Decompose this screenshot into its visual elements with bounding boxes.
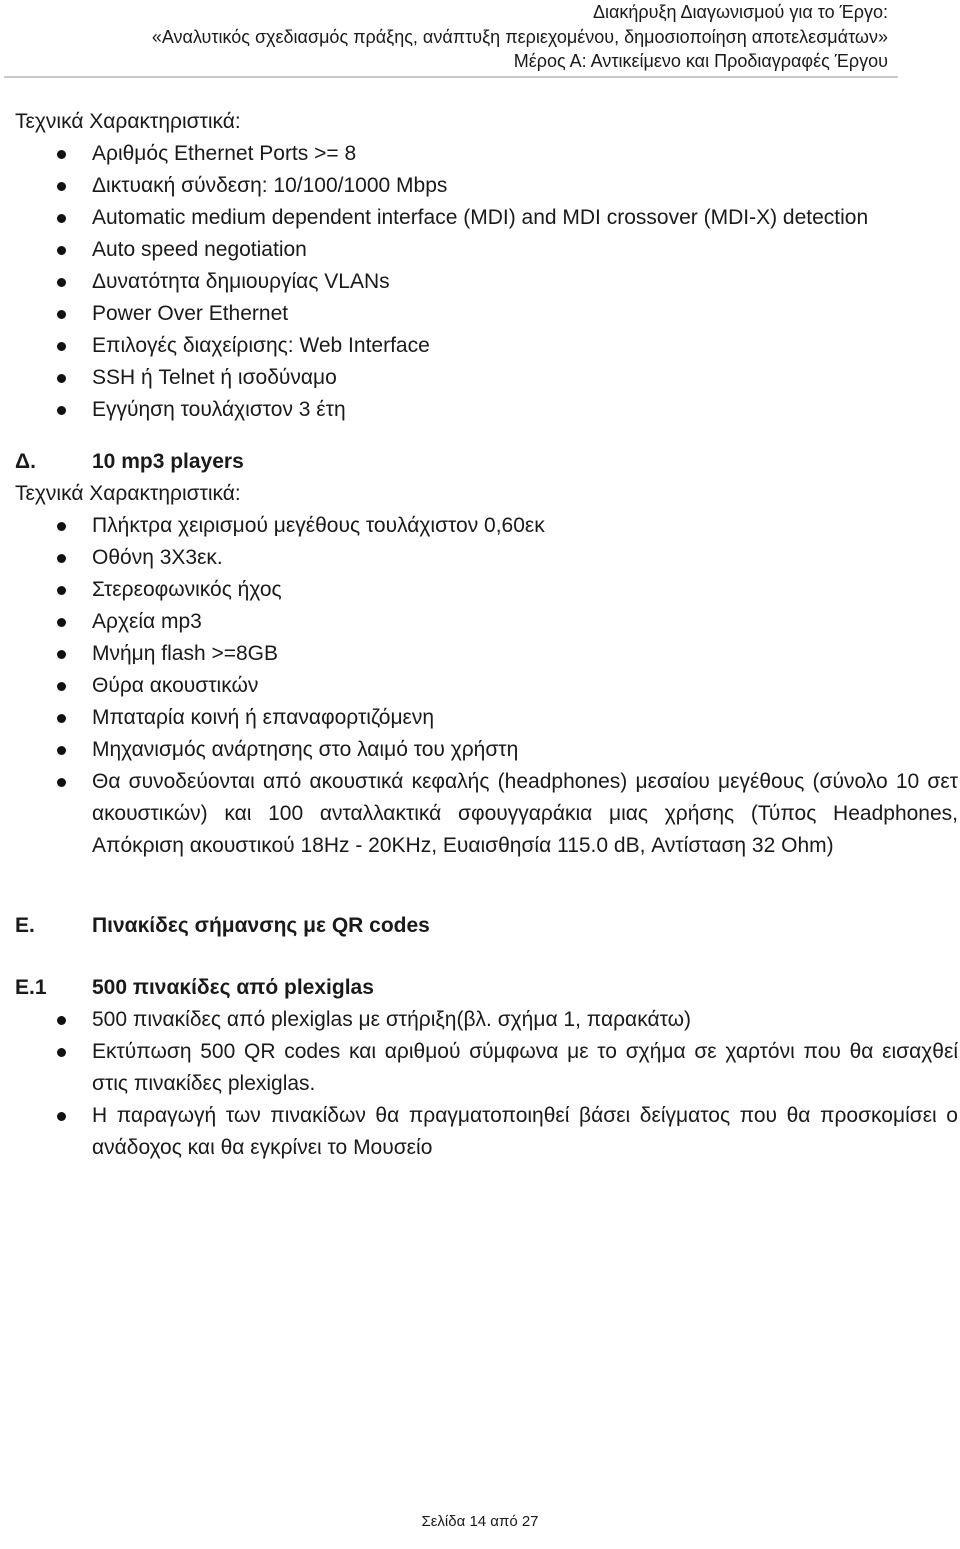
- section-e-number: Ε.: [15, 914, 35, 937]
- list-item: Επιλογές διαχείρισης: Web Interface: [15, 330, 958, 362]
- header-divider: [4, 76, 898, 78]
- list-item: Πλήκτρα χειρισμού μεγέθους τουλάχιστον 0,60εκ: [15, 510, 958, 542]
- section-d-label: Τεχνικά Χαρακτηριστικά:: [15, 482, 241, 505]
- header-line-1: Διακήρυξη Διαγωνισμού για το Έργο:: [592, 2, 888, 22]
- list-item: Αριθμός Ethernet Ports >= 8: [15, 138, 958, 170]
- section-e1-title: 500 πινακίδες από plexiglas: [92, 976, 374, 999]
- list-item: Auto speed negotiation: [15, 234, 958, 266]
- list-item: Δυνατότητα δημιουργίας VLANs: [15, 266, 958, 298]
- section-e1-heading: [15, 972, 958, 1004]
- section-e-title: Πινακίδες σήμανσης με QR codes: [92, 914, 430, 937]
- section-d-title: 10 mp3 players: [92, 450, 244, 473]
- section-c-list: [15, 138, 958, 426]
- section-e1-list: [15, 1004, 958, 1164]
- list-item: SSH ή Telnet ή ισοδύναμο: [15, 362, 958, 394]
- list-item: Μπαταρία κοινή ή επαναφορτιζόμενη: [15, 702, 958, 734]
- list-item: Εγγύηση τουλάχιστον 3 έτη: [15, 394, 958, 426]
- header-line-3: Μέρος Α: Αντικείμενο και Προδιαγραφές Έργου: [513, 51, 888, 71]
- header-line-2: «Αναλυτικός σχεδιασμός πράξης, ανάπτυξη περιεχομένου, δημοσιοποίηση αποτελεσμάτων»: [151, 26, 888, 47]
- document-body: [15, 106, 958, 1164]
- list-item: Εκτύπωση 500 QR codes και αριθμού σύμφωνα με το σχήμα σε χαρτόνι που θα εισαχθεί στις πινακίδες plexiglas.: [15, 1036, 958, 1100]
- page-number: Σελίδα 14 από 27: [421, 1513, 539, 1530]
- list-item: Automatic medium dependent interface (MDI) and MDI crossover (MDI-X) detection: [15, 202, 958, 234]
- section-d-number: Δ.: [15, 450, 36, 473]
- list-item: Μηχανισμός ανάρτησης στο λαιμό του χρήστη: [15, 734, 958, 766]
- section-c-label: Τεχνικά Χαρακτηριστικά:: [15, 110, 241, 133]
- list-item: Power Over Ethernet: [15, 298, 958, 330]
- list-item: Θύρα ακουστικών: [15, 670, 958, 702]
- section-e1-number: Ε.1: [15, 976, 47, 999]
- list-item: Η παραγωγή των πινακίδων θα πραγματοποιηθεί βάσει δείγματος που θα προσκομίσει ο ανάδοχος και θα εγκρίνει το Μουσείο: [15, 1100, 958, 1164]
- list-item: Οθόνη 3Χ3εκ.: [15, 542, 958, 574]
- list-item: Αρχεία mp3: [15, 606, 958, 638]
- section-d-heading: [15, 446, 958, 478]
- section-e-heading: [15, 910, 958, 942]
- list-item: 500 πινακίδες από plexiglas με στήριξη(βλ. σχήμα 1, παρακάτω): [15, 1004, 958, 1036]
- section-d-list: [15, 510, 958, 862]
- list-item: Θα συνοδεύονται από ακουστικά κεφαλής (headphones) μεσαίου μεγέθους (σύνολο 10 σετ ακουστικών) και 100 ανταλλακτικά σφουγγαράκια μιας χρήσης (Τύπος Headphones, Απόκριση ακουστικού 18Hz - 20KHz, Ευαισθησία 115.0 dB, Αντίσταση 32 Ohm): [15, 766, 958, 862]
- page-header: [152, 0, 888, 74]
- list-item: Στερεοφωνικός ήχος: [15, 574, 958, 606]
- list-item: Δικτυακή σύνδεση: 10/100/1000 Mbps: [15, 170, 958, 202]
- list-item: Μνήμη flash >=8GB: [15, 638, 958, 670]
